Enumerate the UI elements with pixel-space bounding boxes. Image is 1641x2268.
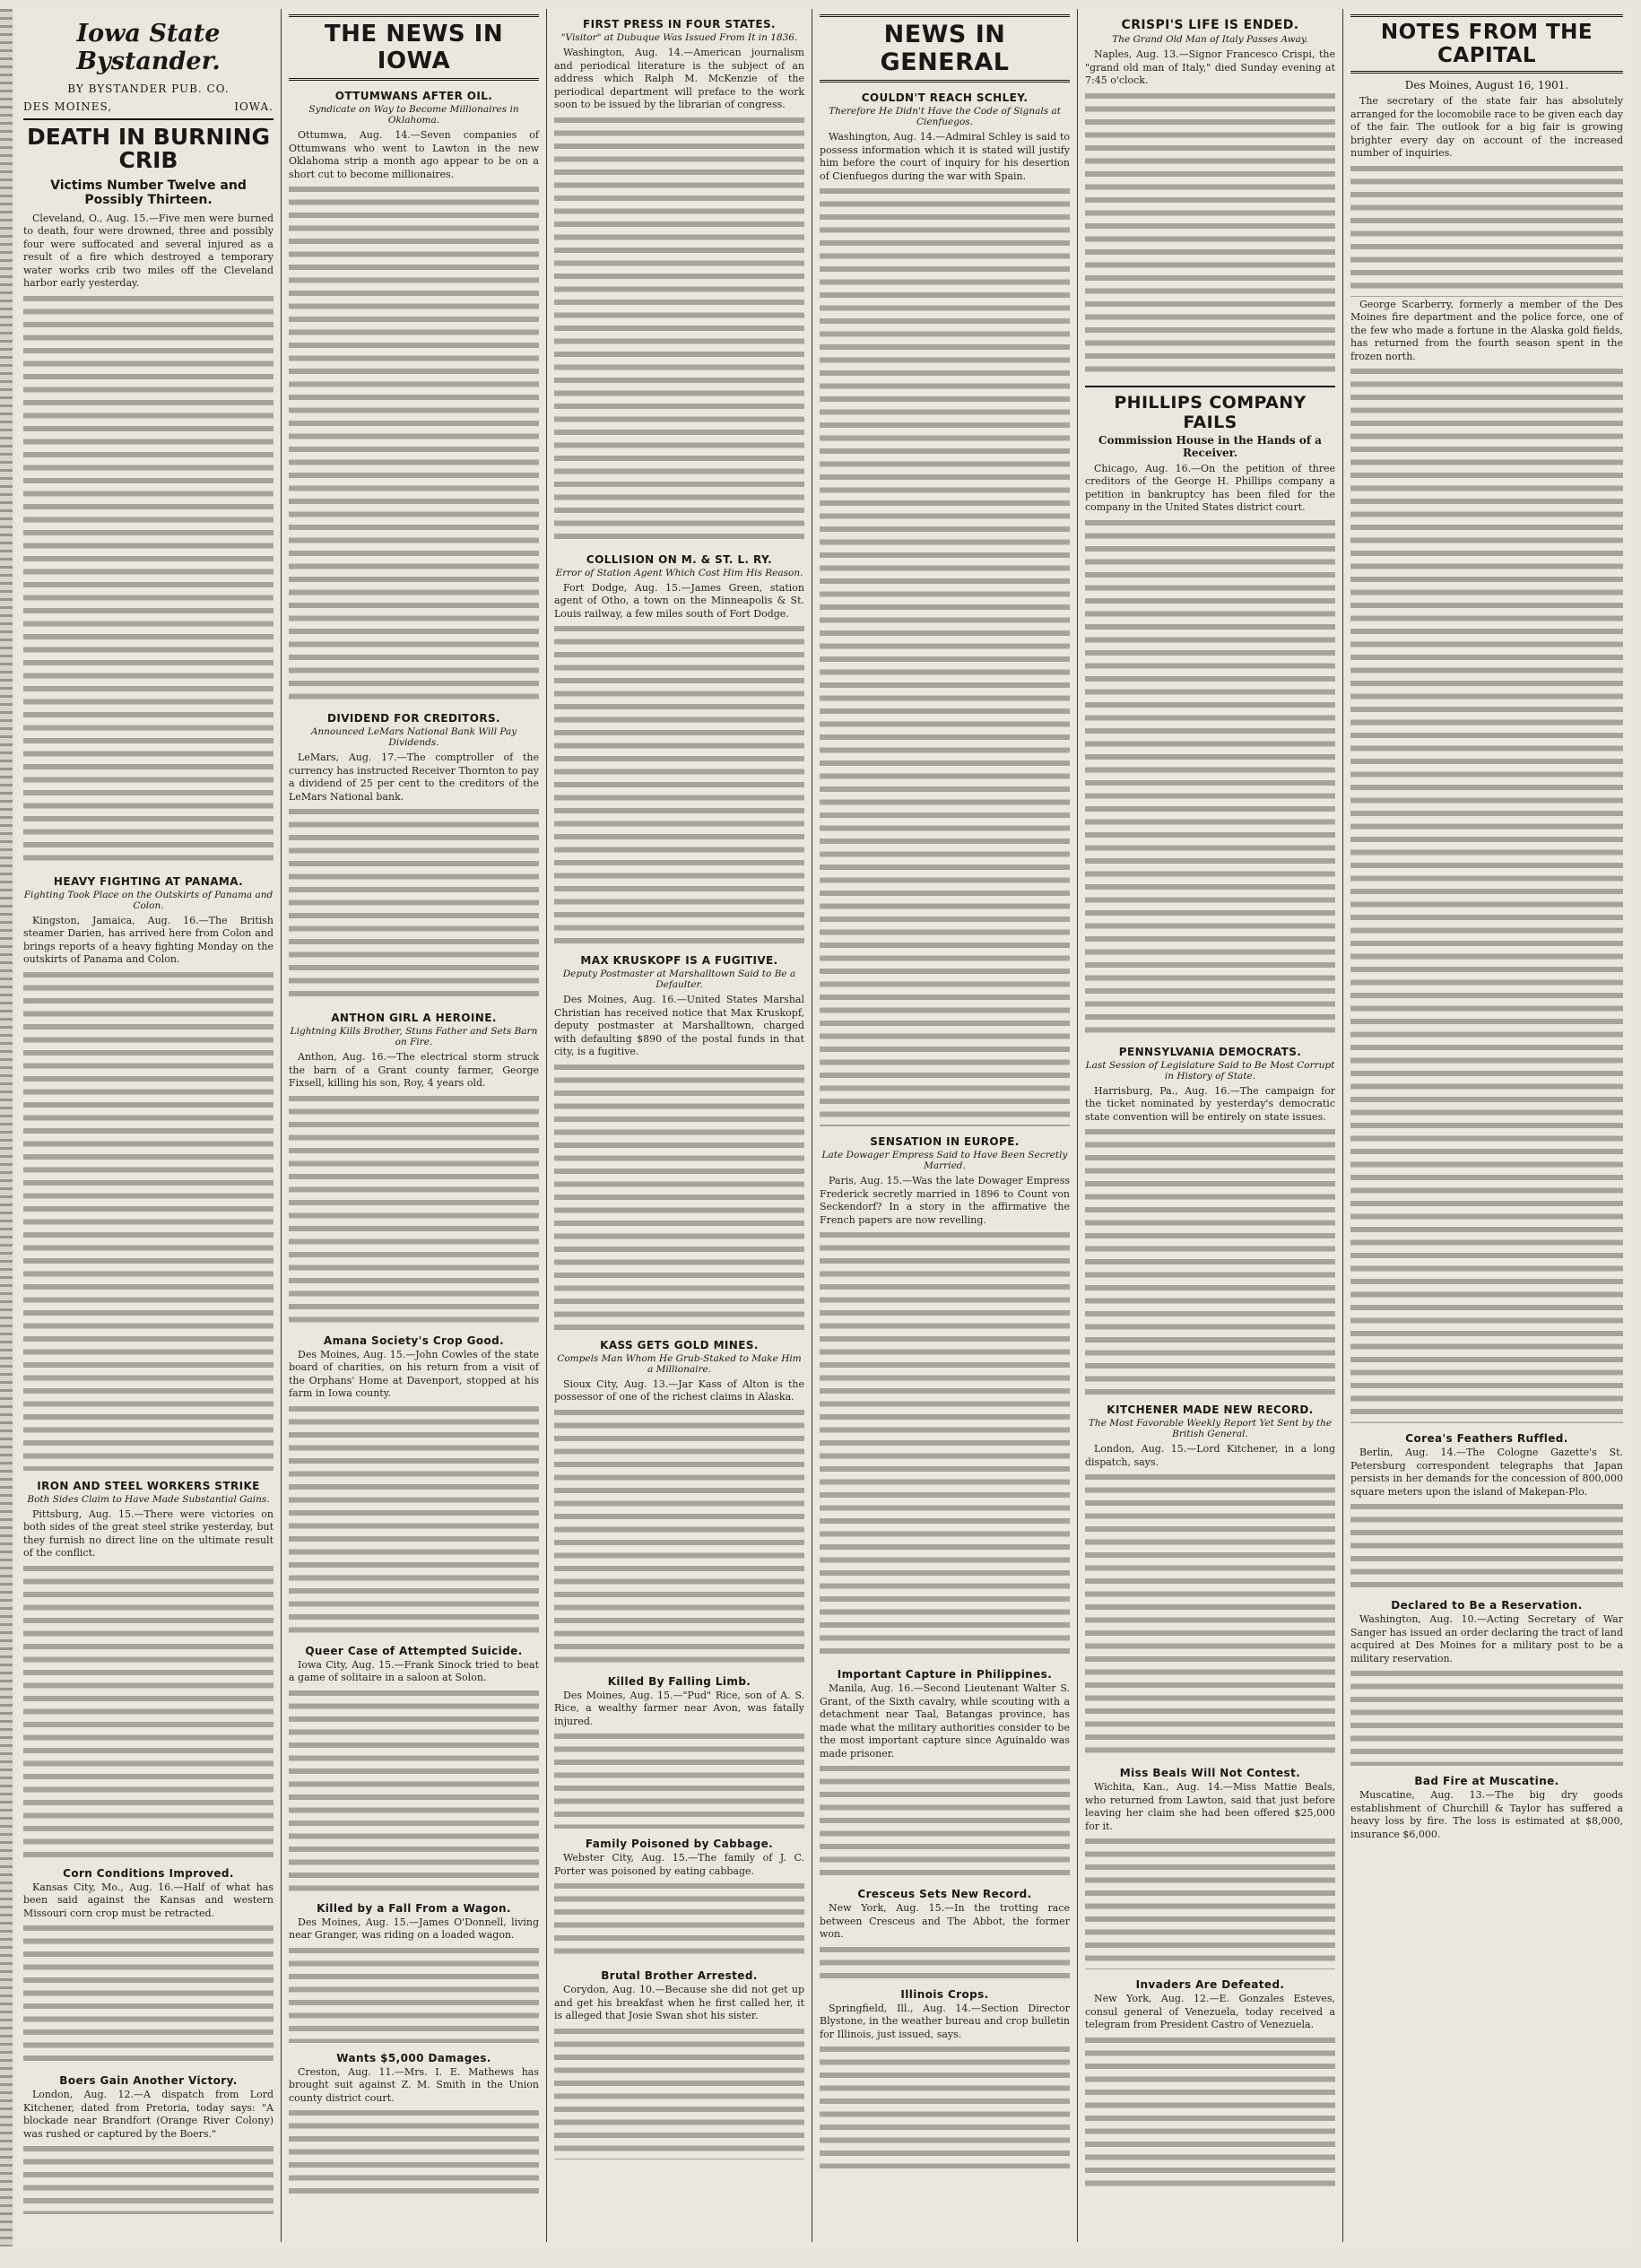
masthead: Iowa State Bystander. <box>76 20 221 75</box>
section-story <box>554 1690 804 1729</box>
article-text-block <box>554 1406 804 1666</box>
section-story <box>23 915 274 967</box>
section-title: Bad Fire at Muscatine. <box>1414 1775 1559 1787</box>
section-story-text: Springfield, Ill., Aug. 14.—Section Director Blystone, in the weather bureau and crop bulletin for Illinois, just issued, says. <box>820 2002 1070 2040</box>
section-story-text: Washington, Aug. 14.—American journalism and periodical literature is the subject of an address which Ralph M. McKenzie of the periodical department will preface to the work soon to be issued by the librarian of congress. <box>554 47 804 110</box>
section-deck: "Visitor" at Dubuque Was Issued From It in 1836. <box>560 32 798 43</box>
section-title: FIRST PRESS IN FOUR STATES. <box>583 18 776 30</box>
article-text-block <box>554 1730 804 1829</box>
section-deck: Commission House in the Hands of a Receiver. <box>1098 433 1322 459</box>
section-story-text: Creston, Aug. 11.—Mrs. I. E. Mathews has brought suit against Z. M. Smith in the Union county district court. <box>289 2065 539 2104</box>
section-story <box>820 1902 1070 1942</box>
article-text-block <box>1350 1500 1623 1590</box>
column-header: NEWS IN GENERAL <box>820 14 1070 83</box>
section-story-text: Des Moines, Aug. 15.—John Cowles of the state board of charities, on his return from a visit of the Orphans' Home at Davenport, stopped at his farm in Iowa county. <box>289 1348 539 1399</box>
section-story-text: Pittsburg, Aug. 15.—There were victories on both sides of the great steel strike yesterday, but they furnish no direct line on the ultimate result of the conflict. <box>23 1508 274 1559</box>
section-story <box>554 582 804 621</box>
article-text-block <box>554 1880 804 1960</box>
section-story <box>554 1852 804 1878</box>
column-3 <box>547 9 812 2242</box>
article-text-block <box>23 969 274 1471</box>
section-title: Amana Society's Crop Good. <box>323 1334 505 1347</box>
masthead-state: IOWA. <box>234 100 274 113</box>
column-header: NOTES FROM THE CAPITAL <box>1350 14 1623 74</box>
section-story-text: Des Moines, Aug. 16.—United States Marshal Christian has received notice that Max Kruskopf, deputy postmaster at Marshalltown, charged with defaulting $890 of the postal funds in that city, is a fugitive. <box>554 994 804 1057</box>
section-story-text: Anthon, Aug. 16.—The electrical storm struck the barn of a Grant county farmer, George Fixsell, killing his son, Roy, 4 years old. <box>289 1051 539 1089</box>
section-story <box>289 752 539 804</box>
section-story <box>289 1659 539 1685</box>
capital-dateline: Des Moines, August 16, 1901. <box>1404 79 1569 91</box>
section-story-text: Paris, Aug. 15.—Was the late Dowager Empress Frederick secretly married in 1896 to Count von Seckendorf? In a story in the affirmative the French papers are now revelling. <box>820 1175 1070 1226</box>
section-title: PHILLIPS COMPANY FAILS <box>1085 386 1335 432</box>
section-story <box>820 1682 1070 1760</box>
article-text-block <box>289 1092 539 1325</box>
section-story <box>820 131 1070 183</box>
article-text-block <box>820 1762 1070 1879</box>
article-text-block <box>23 2142 274 2214</box>
article-text-block <box>289 1687 539 1893</box>
section-story <box>554 994 804 1059</box>
column-1 <box>16 9 282 2242</box>
column-5 <box>1078 9 1343 2242</box>
article-text-block <box>820 1229 1070 1659</box>
article-text-block <box>289 1944 539 2043</box>
columns <box>16 9 1630 2246</box>
section-story <box>554 47 804 112</box>
section-story <box>1085 1085 1335 1125</box>
publisher-byline: BY BYSTANDER PUB. CO. <box>67 83 230 95</box>
section-title: Corn Conditions Improved. <box>63 1866 234 1880</box>
section-story <box>289 1916 539 1942</box>
column-2 <box>282 9 547 2242</box>
section-story <box>289 1349 539 1401</box>
section-title: Cresceus Sets New Record. <box>857 1888 1032 1900</box>
section-story <box>1350 95 1623 161</box>
page-edge-strip <box>0 9 13 2246</box>
section-story-text: Harrisburg, Pa., Aug. 16.—The campaign for the ticket nominated by yesterday's democratic state convention will be entirely on state issues. <box>1085 1084 1335 1123</box>
article-text-block <box>289 183 539 703</box>
article-text-block <box>554 622 804 945</box>
section-story-text: Fort Dodge, Aug. 15.—James Green, station agent of Otho, a town on the Minneapolis & St. Louis railway, a few miles south of Fort Dodge. <box>554 581 804 620</box>
section-title: Boers Gain Another Victory. <box>59 2074 238 2087</box>
section-title: Brutal Brother Arrested. <box>601 1969 758 1982</box>
section-story <box>289 2066 539 2106</box>
masthead-city: DES MOINES, <box>23 100 113 113</box>
section-title: Important Capture in Philippines. <box>837 1668 1053 1681</box>
section-story <box>1085 48 1335 88</box>
section-story <box>1350 1447 1623 1499</box>
article-text-block <box>1350 1667 1623 1766</box>
section-story <box>23 1508 274 1560</box>
column-header: THE NEWS IN IOWA <box>289 14 539 81</box>
section-deck: Last Session of Legislature Said to Be Most Corrupt in History of State. <box>1085 1059 1335 1082</box>
section-story-text: Washington, Aug. 10.—Acting Secretary of War Sanger has issued an order declaring the tract of land acquired at Des Moines for a military post to be a military reservation. <box>1350 1613 1623 1664</box>
section-story-text: Des Moines, Aug. 15.—James O'Donnell, living near Granger, was riding on a loaded wagon. <box>289 1916 539 1941</box>
section-story <box>23 1881 274 1921</box>
section-story-text: Sioux City, Aug. 13.—Jar Kass of Alton is the possessor of one of the richest claims in Alaska. <box>554 1377 804 1403</box>
section-deck: Both Sides Claim to Have Made Substantial Gains. <box>27 1493 270 1505</box>
section-story-text: Webster City, Aug. 15.—The family of J. C. Porter was poisoned by eating cabbage. <box>554 1852 804 1877</box>
section-story-text: Ottumwa, Aug. 14.—Seven companies of Ottumwans who went to Lawton in the new Oklahoma strip a month ago appear to be on a short cut to become millionaires. <box>289 129 539 180</box>
section-title: SENSATION IN EUROPE. <box>870 1135 1020 1148</box>
article-text-block <box>820 2043 1070 2168</box>
article-text-block <box>1085 1125 1335 1395</box>
section-title: Queer Case of Attempted Suicide. <box>305 1644 523 1657</box>
section-title: Killed by a Fall From a Wagon. <box>317 1901 511 1915</box>
section-story <box>1085 1443 1335 1469</box>
section-story-text: Corydon, Aug. 10.—Because she did not get up and get his breakfast when he first called her, it is alleged that Josie Swan shot his sister. <box>554 1984 804 2021</box>
section-title: OTTUMWANS AFTER OIL. <box>334 90 493 102</box>
article-text-block <box>289 805 539 1003</box>
section-title: HEAVY FIGHTING AT PANAMA. <box>53 874 244 888</box>
lead-headline: DEATH IN BURNING CRIB <box>26 124 271 174</box>
section-story-text: London, Aug. 12.—A dispatch from Lord Kitchener, dated from Pretoria, today says: "A blockade near Brandfort (Orange River Colony) was rushed or captured by the Boers." <box>23 2089 274 2140</box>
article-text-block <box>289 1403 539 1636</box>
section-story <box>820 2003 1070 2042</box>
section-story-text: Wichita, Kan., Aug. 14.—Miss Mattie Beals, who returned from Lawton, said that just before leaving her claim she had been offered $25,000 for it. <box>1085 1781 1335 1832</box>
section-title: PENNSYLVANIA DEMOCRATS. <box>1118 1045 1302 1058</box>
section-story <box>1350 1789 1623 1841</box>
article-text-block <box>1085 1471 1335 1758</box>
section-story <box>820 1175 1070 1227</box>
section-story-text: New York, Aug. 12.—E. Gonzales Esteves, consul general of Venezuela, today received a telegram from President Castro of Venezuela. <box>1085 1993 1335 2030</box>
section-deck: Late Dowager Empress Said to Have Been Secretly Married. <box>821 1150 1068 1171</box>
article-text-block <box>23 1922 274 2065</box>
section-deck: The Most Favorable Weekly Report Yet Sent by the British General. <box>1088 1418 1333 1439</box>
section-deck: Announced LeMars National Bank Will Pay Dividends. <box>310 726 517 748</box>
article-text-block <box>1350 365 1623 1423</box>
section-deck: Fighting Took Place on the Outskirts of Panama and Colon. <box>23 889 274 911</box>
section-story <box>554 1984 804 2023</box>
section-deck: Syndicate on Way to Become Millionaires in Oklahoma. <box>308 104 519 126</box>
section-deck: Therefore He Didn't Have the Code of Signals at Cienfuegos. <box>829 106 1061 127</box>
article-text-block <box>1085 517 1335 1037</box>
section-title: Illinois Crops. <box>900 1987 989 2001</box>
section-story-text: Iowa City, Aug. 15.—Frank Sinock tried to beat a game of solitaire in a saloon at Solon. <box>289 1658 539 1683</box>
section-story-text: New York, Aug. 15.—In the trotting race between Cresceus and The Abbot, the former won. <box>820 1902 1070 1940</box>
section-title: Miss Beals Will Not Contest. <box>1119 1767 1301 1779</box>
article-text-block <box>23 292 274 866</box>
section-story <box>289 129 539 181</box>
section-story <box>23 2089 274 2141</box>
section-title: IRON AND STEEL WORKERS STRIKE <box>37 1479 260 1492</box>
section-story-text: Naples, Aug. 13.—Signor Francesco Crispi, the "grand old man of Italy," died Sunday evening at 7:45 o'clock. <box>1085 48 1335 86</box>
section-story-text: Kansas City, Mo., Aug. 16.—Half of what has been said against the Kansas and western Missouri corn crop must be retracted. <box>23 1881 274 1919</box>
section-deck: Error of Station Agent Which Cost Him His Reason. <box>555 567 803 578</box>
section-story-text: Chicago, Aug. 16.—On the petition of three creditors of the George H. Phillips company a petition in bankruptcy has been filed for the company in the United States district court. <box>1085 462 1335 513</box>
lead-deck: Victims Number Twelve and Possibly Thirteen. <box>50 178 247 207</box>
section-story <box>1085 463 1335 515</box>
section-title: CRISPI'S LIFE IS ENDED. <box>1121 18 1299 32</box>
section-deck: Lightning Kills Brother, Stuns Father and Sets Barn on Fire. <box>290 1026 538 1047</box>
section-story <box>1085 1781 1335 1833</box>
article-text-block <box>1085 1835 1335 1969</box>
article-text-block <box>23 1562 274 1858</box>
article-text-block <box>554 1061 804 1330</box>
section-story <box>1085 1993 1335 2032</box>
section-title: Killed By Falling Limb. <box>607 1674 751 1688</box>
section-story-text: Des Moines, Aug. 15.—"Pud" Rice, son of A. S. Rice, a wealthy farmer near Avon, was fatally injured. <box>554 1689 804 1727</box>
section-story-text: Muscatine, Aug. 13.—The big dry goods establishment of Churchill & Taylor has suffered a heavy loss by fire. The loss is estimated at $8,000, insurance $6,000. <box>1350 1789 1623 1840</box>
section-deck: Deputy Postmaster at Marshalltown Said to Be a Defaulter. <box>562 969 796 990</box>
lead-story-text: Cleveland, O., Aug. 15.—Five men were burned to death, four were drowned, three and possibly four were suffocated and several injured as a result of a fire which destroyed a temporary water works crib two miles off the Cleveland harbor early yesterday. <box>23 212 274 289</box>
section-title: DIVIDEND FOR CREDITORS. <box>326 712 501 725</box>
section-title: MAX KRUSKOPF IS A FUGITIVE. <box>580 954 778 967</box>
article-text-block <box>1085 2034 1335 2186</box>
section-title: Declared to Be a Reservation. <box>1391 1599 1583 1612</box>
section-story <box>289 1051 539 1091</box>
section-title: Family Poisoned by Cabbage. <box>585 1838 774 1850</box>
section-story <box>554 1378 804 1404</box>
article-text-block <box>1350 162 1623 297</box>
section-story-text: Kingston, Jamaica, Aug. 16.—The British steamer Darien, has arrived here from Colon and brings reports of a heavy fighting Monday on the outskirts of Panama and Colon. <box>23 914 274 965</box>
section-title: KITCHENER MADE NEW RECORD. <box>1107 1403 1314 1416</box>
masthead-dateline <box>23 100 274 120</box>
article-text-block <box>554 114 804 544</box>
article-text-block <box>1085 90 1335 377</box>
section-title: KASS GETS GOLD MINES. <box>600 1338 759 1351</box>
section-story <box>1350 1613 1623 1665</box>
section-title: ANTHON GIRL A HEROINE. <box>331 1012 497 1024</box>
section-title: COLLISION ON M. & ST. L. RY. <box>586 552 773 566</box>
section-story-text: George Scarberry, formerly a member of the Des Moines fire department and the police force, one of the few who made a fortune in the Alaska gold fields, has returned from the fourth season spent in the frozen north. <box>1350 298 1623 362</box>
section-title: Wants $5,000 Damages. <box>336 2051 491 2064</box>
column-4 <box>812 9 1078 2242</box>
section-story-text: Washington, Aug. 14.—Admiral Schley is said to possess information which it is stated will justify him before the court of inquiry for his desertion of Cienfuegos during the war with Spain. <box>820 131 1070 182</box>
section-story <box>1350 299 1623 364</box>
section-story-text: LeMars, Aug. 17.—The comptroller of the currency has instructed Receiver Thornton to pay a dividend of 25 per cent to the creditors of the LeMars National bank. <box>289 752 539 803</box>
section-story-text: London, Aug. 15.—Lord Kitchener, in a long dispatch, says. <box>1085 1443 1335 1468</box>
section-deck: Compels Man Whom He Grub-Staked to Make Him a Millionaire. <box>557 1352 802 1375</box>
article-text-block <box>289 2107 539 2196</box>
article-text-block <box>554 2025 804 2159</box>
section-title: COULDN'T REACH SCHLEY. <box>861 91 1029 104</box>
article-text-block <box>820 185 1070 1126</box>
lead-story <box>23 213 274 291</box>
section-title: Invaders Are Defeated. <box>1135 1978 1285 1991</box>
section-story-text: The secretary of the state fair has absolutely arranged for the locomobile race to be given each day of the fair. The outlook for a big fair is growing brighter every day on account of the increased number of inquiries. <box>1350 95 1623 159</box>
section-story-text: Manila, Aug. 16.—Second Lieutenant Walter S. Grant, of the Sixth cavalry, while scouting with a detachment near Taal, Batangas province, has made what the military authorities consider to be the most important capture since Aguinaldo was made prisoner. <box>820 1682 1070 1760</box>
newspaper-page <box>16 9 1630 2246</box>
section-story-text: Berlin, Aug. 14.—The Cologne Gazette's St. Petersburg correspondent telegraphs that Japan persists in her demands for the concession of 800,000 square meters upon the island of Makepan-Plo. <box>1350 1447 1623 1498</box>
section-title: Corea's Feathers Ruffled. <box>1405 1432 1568 1445</box>
article-text-block <box>820 1943 1070 1979</box>
section-deck: The Grand Old Man of Italy Passes Away. <box>1112 34 1308 45</box>
column-6 <box>1343 9 1630 2242</box>
